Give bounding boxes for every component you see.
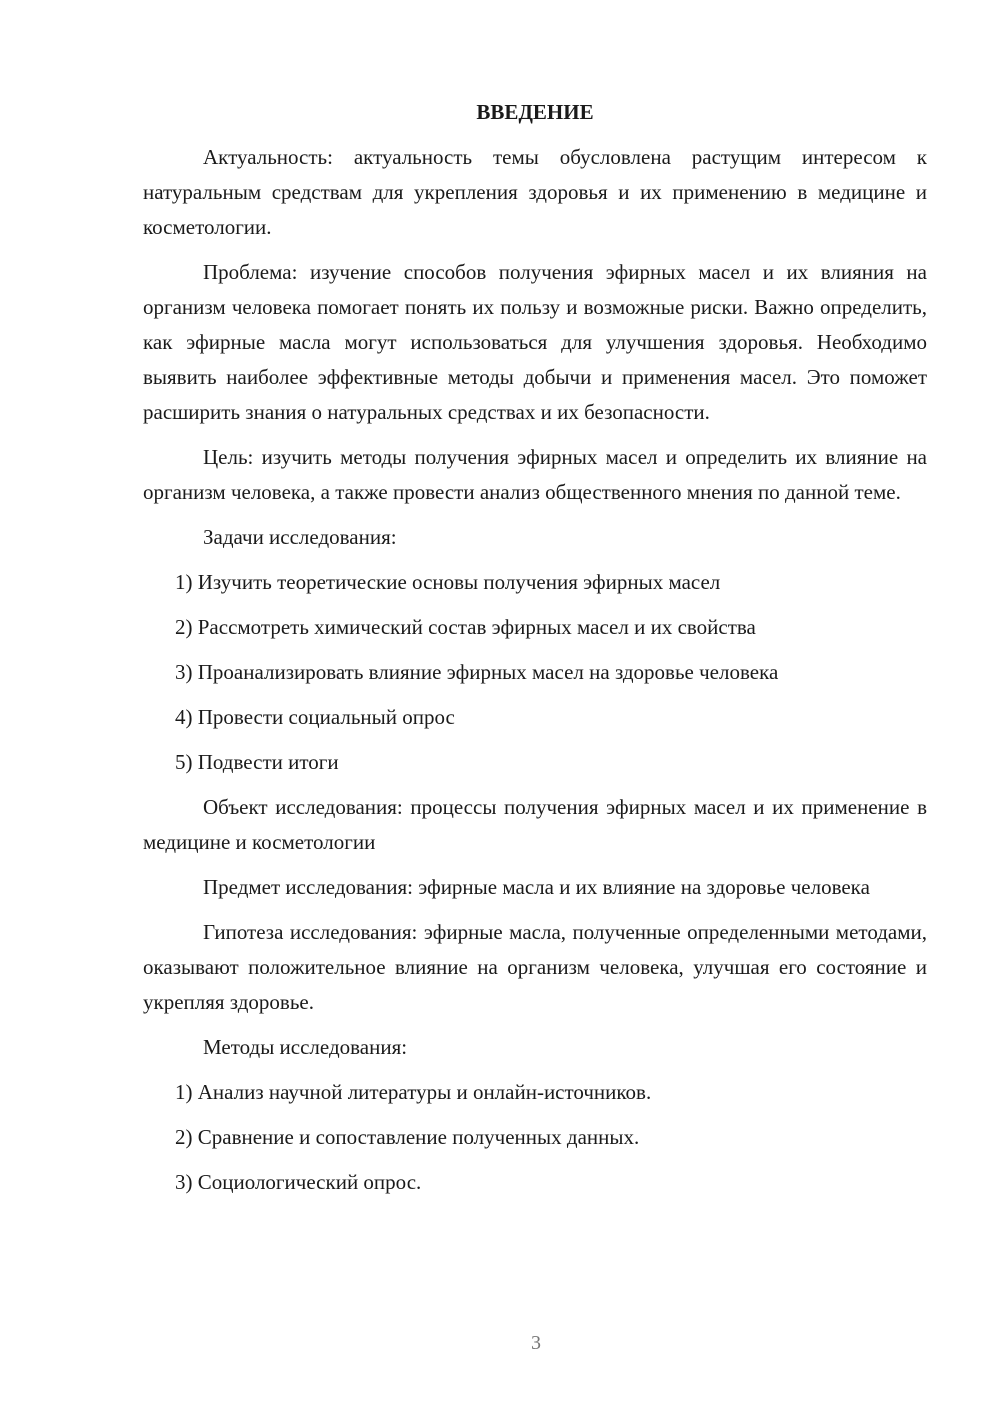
list-item: 1) Изучить теоретические основы получения эфирных масел	[175, 570, 721, 594]
page-number: 3	[531, 1332, 541, 1354]
tasks-list	[143, 565, 927, 780]
paragraph-methods-heading: Методы исследования:	[203, 1035, 408, 1059]
document-body	[143, 95, 927, 1210]
list-item: 5) Подвести итоги	[175, 750, 339, 774]
paragraph-subject: Предмет исследования: эфирные масла и их влияние на здоровье человека	[203, 875, 870, 899]
paragraph-object: Объект исследования: процессы получения эфирных масел и их применение в медицине и косметологии	[143, 795, 927, 854]
list-item: 2) Сравнение и сопоставление полученных данных.	[175, 1125, 640, 1149]
list-item: 3) Проанализировать влияние эфирных масел на здоровье человека	[175, 660, 779, 684]
list-item: 1) Анализ научной литературы и онлайн-источников.	[175, 1080, 652, 1104]
methods-list	[143, 1075, 927, 1200]
list-item: 2) Рассмотреть химический состав эфирных масел и их свойства	[175, 615, 756, 639]
page-title: ВВЕДЕНИЕ	[476, 100, 594, 124]
list-item: 3) Социологический опрос.	[175, 1170, 422, 1194]
paragraph-problem: Проблема: изучение способов получения эфирных масел и их влияния на организм человека помогает понять их пользу и возможные риски. Важно определить, как эфирные масла могут использоваться для улучшения здоровья. Необходимо выявить наиболее эффективные методы добычи и применения масел. Это поможет расширить знания о натуральных средствах и их безопасности.	[143, 260, 927, 424]
paragraph-tasks-heading: Задачи исследования:	[203, 525, 397, 549]
paragraph-goal: Цель: изучить методы получения эфирных масел и определить их влияние на организм человека, а также провести анализ общественного мнения по данной теме.	[143, 445, 927, 504]
list-item: 4) Провести социальный опрос	[175, 705, 455, 729]
paragraph-relevance: Актуальность: актуальность темы обусловлена растущим интересом к натуральным средствам для укрепления здоровья и их применению в медицине и косметологии.	[143, 145, 927, 239]
paragraph-hypothesis: Гипотеза исследования: эфирные масла, полученные определенными методами, оказывают положительное влияние на организм человека, улучшая его состояние и укрепляя здоровье.	[143, 920, 927, 1014]
